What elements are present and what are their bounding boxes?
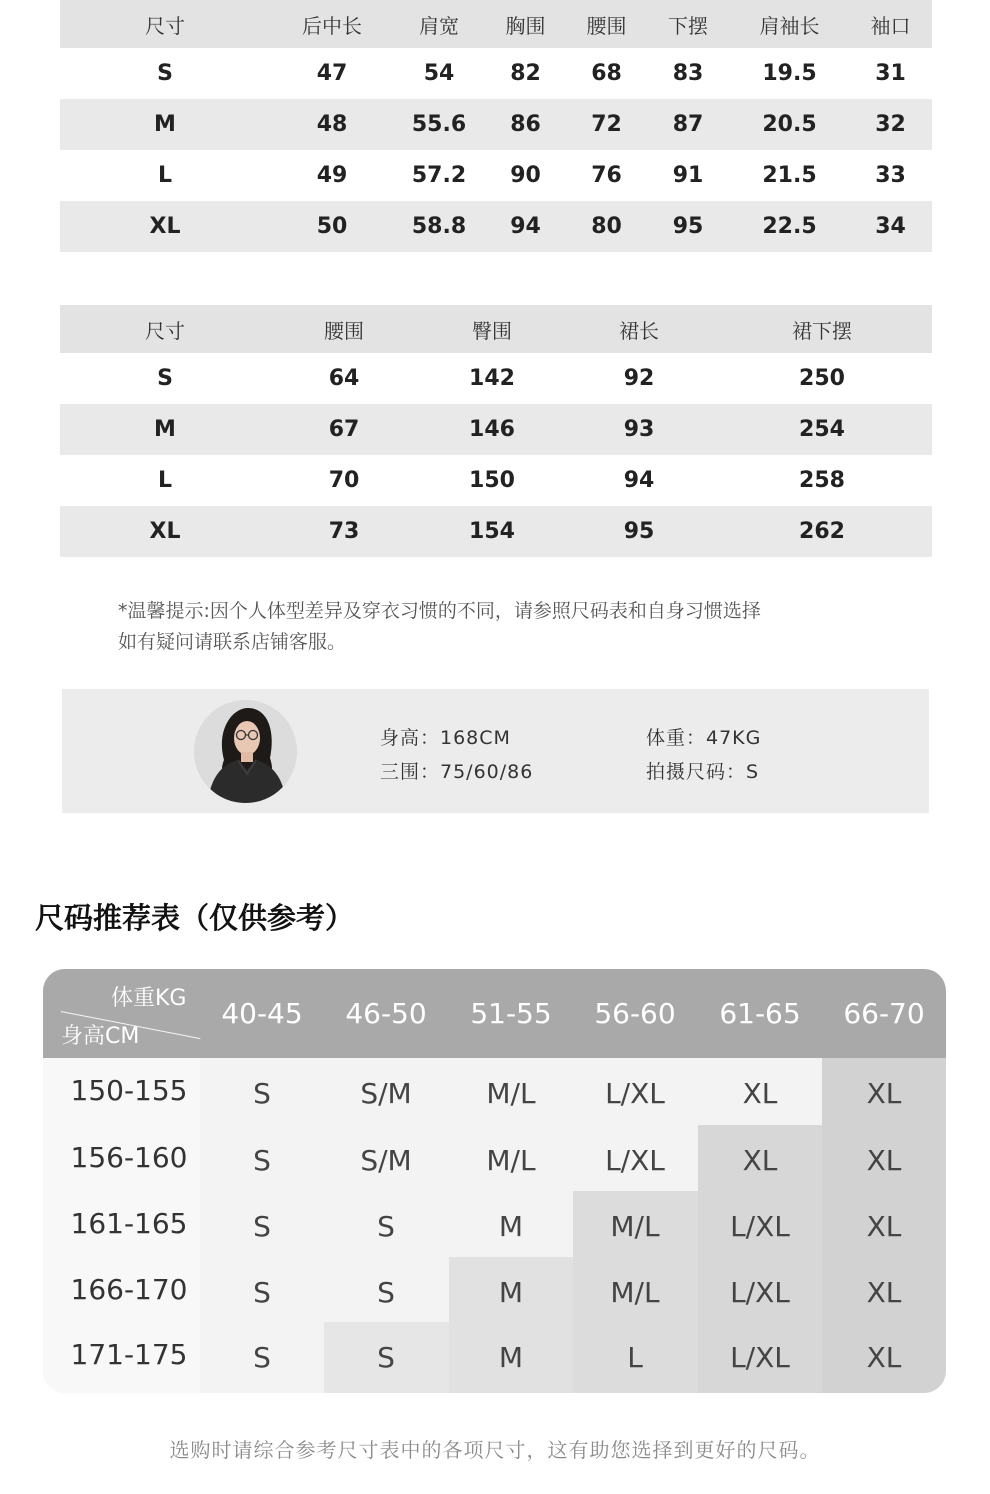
top-table-header-cell: 胸围 [505,13,546,38]
height-range-label: 171-175 [70,1338,188,1371]
recommended-size-cell: XL [866,1341,902,1374]
tip-line-1: *温馨提示:因个人体型差异及穿衣习惯的不同，请参照尺码表和自身习惯选择 [118,600,761,622]
model-info-card [62,689,929,813]
recommended-size-cell: S [377,1341,395,1374]
top-table-header-cell: 肩宽 [419,13,459,38]
skirt-table-cell: 154 [469,519,515,544]
recommend-title: 尺码推荐表（仅供参考） [35,901,355,935]
top-table-cell: 57.2 [411,163,467,188]
top-table-cell: 50 [316,214,348,239]
top-table-cell: 21.5 [762,163,817,188]
skirt-table-cell: 262 [799,519,845,544]
skirt-table-cell: S [157,366,173,391]
top-table-header-cell: 尺寸 [145,13,185,38]
top-table-cell: 33 [875,163,906,188]
top-table-cell: 86 [510,112,541,137]
skirt-table-cell: XL [149,519,181,544]
skirt-table-cell: 150 [469,468,515,493]
recommended-size-cell: M [498,1276,524,1309]
top-table-cell: 31 [875,61,906,86]
top-table-cell: 47 [316,61,348,86]
model-avatar [194,700,297,803]
top-table-cell: 20.5 [762,112,817,137]
recommended-size-cell: M/L [610,1276,660,1309]
height-range-label: 161-165 [70,1207,188,1240]
recommended-size-cell: M [498,1341,524,1374]
weight-range-header: 66-70 [843,997,925,1030]
height-range-label: 156-160 [70,1141,188,1174]
weight-range-header: 46-50 [345,997,427,1030]
recommended-size-cell: M/L [486,1144,536,1177]
skirt-table-cell: 73 [328,519,360,544]
skirt-table-cell: 67 [328,417,360,442]
top-table-header-cell: 肩袖长 [759,13,820,38]
recommended-size-cell: XL [742,1077,778,1110]
model-shoot-size: 拍摄尺码：S [646,761,760,783]
skirt-table-cell: 146 [469,417,515,442]
top-table-cell: L [157,163,173,188]
top-table-cell: 83 [672,61,704,86]
recommended-size-cell: S/M [360,1144,412,1177]
footer-note: 选购时请综合参考尺寸表中的各项尺寸，这有助您选择到更好的尺码。 [169,1438,821,1462]
top-table-header-cell: 腰围 [586,13,627,38]
weight-range-header: 56-60 [594,997,676,1030]
recommended-size-cell: XL [866,1077,902,1110]
skirt-table-cell: 95 [623,519,655,544]
top-table-cell: S [157,61,173,86]
model-height: 身高：168CM [380,727,511,749]
recommended-size-cell: M/L [610,1210,660,1243]
model-measurements: 三围：75/60/86 [380,761,534,783]
skirt-table-cell: 94 [623,468,655,493]
top-table-header-cell: 下摆 [668,13,708,38]
top-table-header-row [60,0,932,48]
top-table-cell: 54 [423,61,455,86]
skirt-table-cell: 64 [328,366,360,391]
recommended-size-cell: L/XL [730,1210,790,1243]
recommended-size-cell: L/XL [605,1077,665,1110]
recommended-size-cell: M [498,1210,524,1243]
height-axis-label: 身高CM [61,1024,140,1049]
recommended-size-cell: S [253,1210,271,1243]
top-table-cell: 90 [510,163,541,188]
top-table-cell: 87 [672,112,704,137]
recommended-size-cell: L [627,1341,643,1374]
skirt-table-header-cell: 裙长 [619,318,659,343]
skirt-table-cell: 142 [469,366,515,391]
top-table-row [60,48,932,99]
height-range-label: 166-170 [70,1273,188,1306]
skirt-table-cell: 92 [623,366,655,391]
recommended-size-cell: S [377,1210,395,1243]
skirt-table-cell: 254 [799,417,845,442]
recommended-size-cell: S [377,1276,395,1309]
skirt-table-row [60,455,932,506]
skirt-table-row [60,353,932,404]
recommended-size-cell: S [253,1077,271,1110]
top-table-cell: 72 [591,112,622,137]
height-range-label: 150-155 [70,1074,188,1107]
skirt-table-cell: M [154,417,176,442]
top-table-row [60,150,932,201]
top-table-cell: XL [149,214,181,239]
top-table-cell: 32 [875,112,906,137]
top-table-cell: 94 [510,214,541,239]
recommended-size-cell: XL [866,1276,902,1309]
top-table-cell: 95 [672,214,704,239]
recommended-size-cell: XL [866,1144,902,1177]
top-table-cell: 48 [316,112,348,137]
top-table-cell: 58.8 [411,214,467,239]
top-table-header-cell: 袖口 [870,13,911,38]
skirt-table-cell: 70 [328,468,360,493]
skirt-table-header-row [60,305,932,353]
weight-range-header: 40-45 [221,997,303,1030]
recommended-size-cell: L/XL [730,1341,790,1374]
recommended-size-cell: S [253,1276,271,1309]
skirt-table-row [60,506,932,557]
skirt-table-header-cell: 尺寸 [145,318,185,343]
recommended-size-cell: XL [866,1210,902,1243]
size-tip [118,596,898,658]
top-table-cell: M [154,112,176,137]
skirt-size-table [60,305,932,557]
top-table-cell: 19.5 [762,61,817,86]
weight-range-header: 61-65 [719,997,801,1030]
recommended-size-cell: L/XL [605,1144,665,1177]
top-table-cell: 55.6 [411,112,467,137]
skirt-table-row [60,404,932,455]
top-table-cell: 34 [875,214,906,239]
model-weight: 体重：47KG [646,727,762,749]
weight-range-header: 51-55 [470,997,552,1030]
tip-line-2: 如有疑问请联系店铺客服。 [118,631,347,653]
top-table-cell: 91 [672,163,704,188]
skirt-table-header-cell: 腰围 [324,318,364,343]
skirt-table-header-cell: 裙下摆 [792,318,852,343]
skirt-table-cell: 250 [799,366,845,391]
recommended-size-cell: S [253,1341,271,1374]
skirt-table-cell: 93 [623,417,655,442]
recommended-size-cell: M/L [486,1077,536,1110]
skirt-table-cell: 258 [799,468,845,493]
top-table-cell: 22.5 [762,214,817,239]
top-table-cell: 49 [316,163,348,188]
top-table-cell: 68 [591,61,622,86]
top-table-cell: 80 [591,214,622,239]
recommended-size-cell: XL [742,1144,778,1177]
recommended-size-cell: S/M [360,1077,412,1110]
recommended-size-cell: L/XL [730,1276,790,1309]
top-table-row [60,99,932,150]
skirt-table-header-cell: 臀围 [472,318,512,343]
size-recommend-table [43,969,946,1393]
top-size-table [60,0,932,252]
top-table-header-cell: 后中长 [302,13,362,38]
weight-axis-label: 体重KG [111,986,187,1011]
top-table-cell: 82 [510,61,541,86]
top-table-cell: 76 [591,163,622,188]
recommended-size-cell: S [253,1144,271,1177]
skirt-table-cell: L [157,468,173,493]
top-table-row [60,201,932,252]
